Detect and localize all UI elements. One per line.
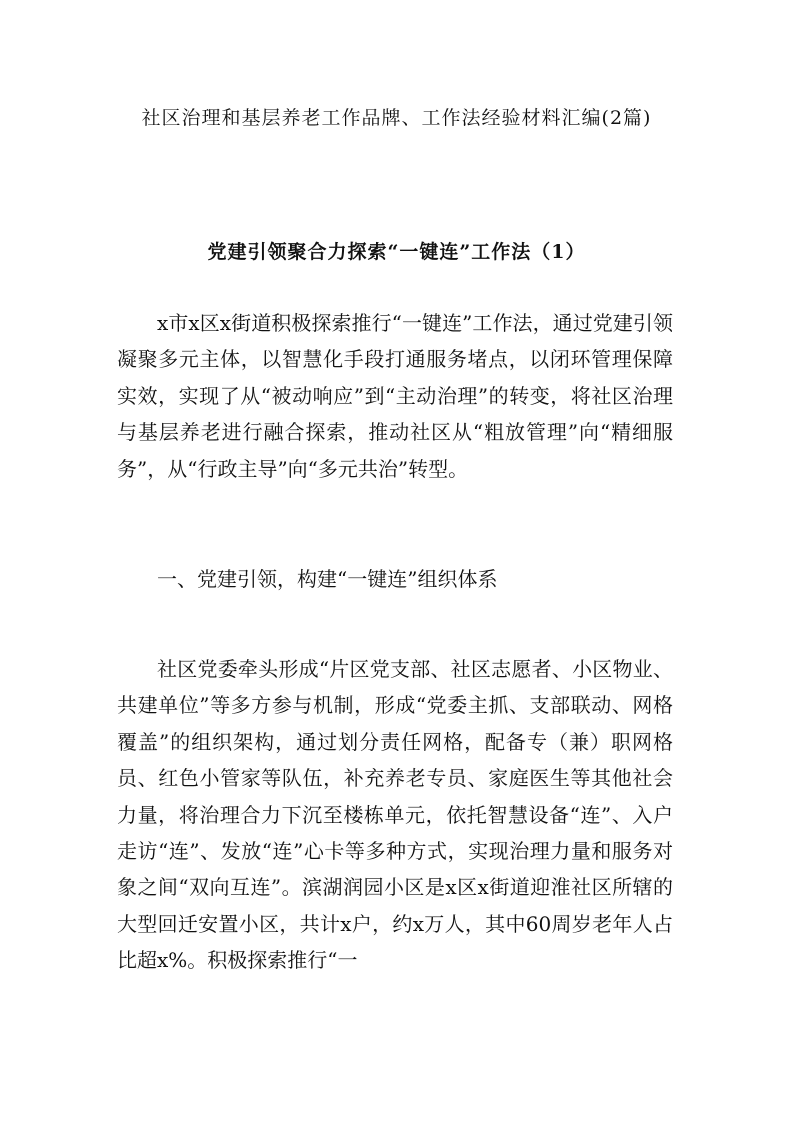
section-title: 党建引领聚合力探索“一键连”工作法（1） bbox=[207, 241, 586, 263]
body-paragraph-1: x市x区x街道积极探索推行“一键连”工作法，通过党建引领凝聚多元主体，以智慧化手段打通服务堵点，以闭环管理保障实效，实现了从“被动响应”到“主动治理”的转变，将社区治理与基层养老进行融合探索，推动社区从“粗放管理”向“精细服务”，从“行政主导”向“多元共治”转型。 bbox=[117, 311, 673, 481]
document-title: 社区治理和基层养老工作品牌、工作法经验材料汇编(2篇) bbox=[141, 107, 652, 129]
heading-level-1: 一、党建引领，构建“一键连”组织体系 bbox=[157, 567, 498, 591]
body-paragraph-2: 社区党委牵头形成“片区党支部、社区志愿者、小区物业、共建单位”等多方参与机制，形成“党委主抓、支部联动、网格覆盖”的组织架构，通过划分责任网格，配备专（兼）职网格员、红色小管家等队伍，补充养老专员、家庭医生等其他社会力量，将治理合力下沉至楼栋单元，依托智慧设备“连”、入户走访“连”、发放“连”心卡等多种方式，实现治理力量和服务对象之间“双向互连”。滨湖润园小区是x区x街道迎淮社区所辖的大型回迁安置小区，共计x户，约x万人，其中60周岁老年人占比超x%。积极探索推行“一 bbox=[117, 657, 673, 973]
